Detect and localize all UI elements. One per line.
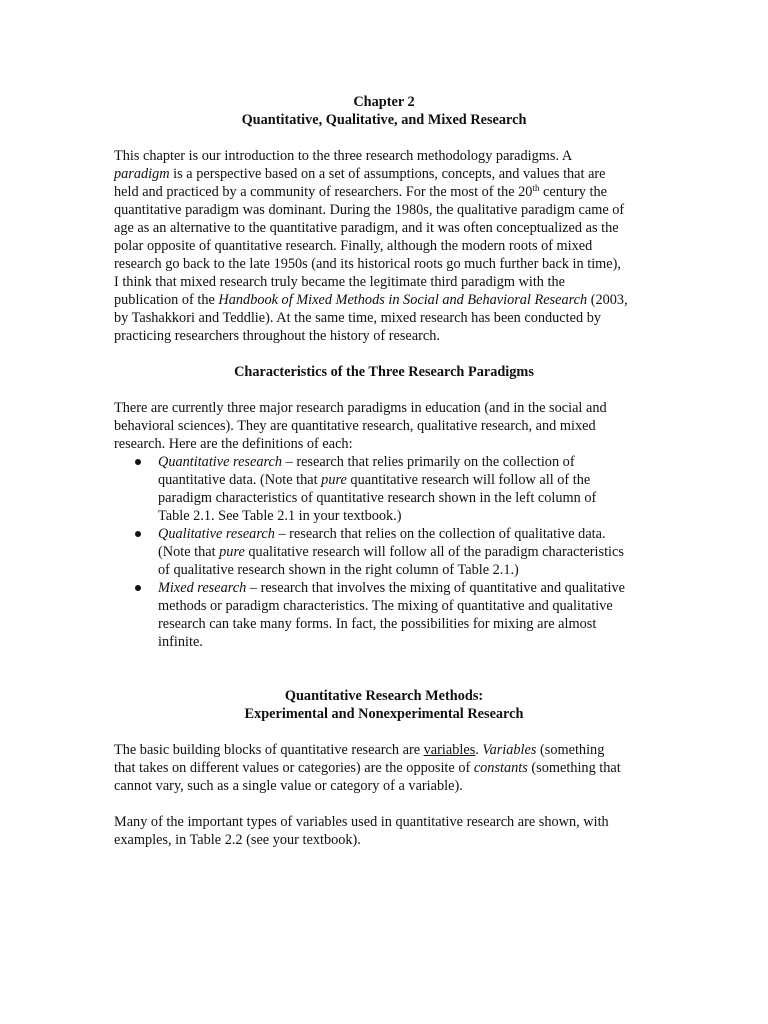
intro-line: age as an alternative to the quantitative paradigm, and it was often conceptualized as the [114,220,619,236]
paradigms-line: research. Here are the definitions of each: [114,436,353,452]
paradigms-line: behavioral sciences). They are quantitative research, qualitative research, and mixed [114,418,596,434]
bullet-icon [135,531,141,537]
intro-line: research go back to the late 1950s (and its historical roots go much further back in time), [114,256,621,272]
bullet-icon [135,585,141,591]
section-heading-quant-methods: Quantitative Research Methods: [284,688,484,704]
variables-paragraph: The basic building blocks of quantitative research are variables. Variables (something that takes on different values or categories) are the opposite of constants (something that cannot vary, such as a single value or category of a variable). [114,742,621,794]
intro-line: paradigm is a perspective based on a set of assumptions, concepts, and values that are [114,166,606,182]
term-qualitative: Qualitative research [158,526,275,542]
variable-types-paragraph: Many of the important types of variables used in quantitative research are shown, with examples, in Table 2.2 (see your textbook). [114,814,609,848]
term-variables: Variables [482,742,537,758]
document-page [114,93,654,849]
list-item-mixed: Mixed research – research that involves the mixing of quantitative and qualitative methods or paradigm characteristics. The mixing of quantitative and qualitative research can take many forms. In fact, the possibilities for mixing are almost infinite. [114,579,654,651]
term-mixed: Mixed research [158,580,247,596]
intro-line: This chapter is our introduction to the three research methodology paradigms. A [114,148,573,164]
paradigms-paragraph [114,399,654,453]
list-item-quantitative: Quantitative research – research that relies primarily on the collection of quantitative data. (Note that pure quantitative research will follow all of the paradigm characteristics of quantitative research shown in the left column of Table 2.1. See Table 2.1 in your textbook.) [114,453,654,525]
book-title: Handbook of Mixed Methods in Social and Behavioral Research [218,292,588,308]
intro-line: publication of the Handbook of Mixed Methods in Social and Behavioral Research (2003, [114,292,628,308]
chapter-title: Quantitative, Qualitative, and Mixed Research [241,112,527,128]
section-subheading-experimental: Experimental and Nonexperimental Research [244,706,524,722]
term-variables-underlined: variables [423,742,476,758]
bullet-icon [135,459,141,465]
intro-line: practicing researchers throughout the history of research. [114,328,440,344]
intro-line: polar opposite of quantitative research. Finally, although the modern roots of mixed [114,238,593,254]
paradigms-line: There are currently three major research paradigms in education (and in the social and [114,400,607,416]
ordinal-suffix: th [532,183,540,193]
intro-line: quantitative paradigm was dominant. During the 1980s, the qualitative paradigm came of [114,202,625,218]
intro-line: by Tashakkori and Teddlie). At the same time, mixed research has been conducted by [114,310,601,326]
term-constants: constants [473,760,528,776]
term-paradigm: paradigm [114,166,170,182]
term-quantitative: Quantitative research [158,454,283,470]
list-item-qualitative: Qualitative research – research that relies on the collection of qualitative data. (Note that pure qualitative research will follow all of the paradigm characteristics of qualitative research shown in the right column of Table 2.1.) [114,525,654,579]
paradigm-definitions-list [114,453,654,651]
intro-line: I think that mixed research truly became the legitimate third paradigm with the [114,274,565,290]
section-heading-paradigms: Characteristics of the Three Research Paradigms [234,364,534,380]
chapter-number: Chapter 2 [353,94,415,110]
intro-paragraph [114,147,654,345]
intro-line: held and practiced by a community of researchers. For the most of the 20th century the [114,183,607,200]
